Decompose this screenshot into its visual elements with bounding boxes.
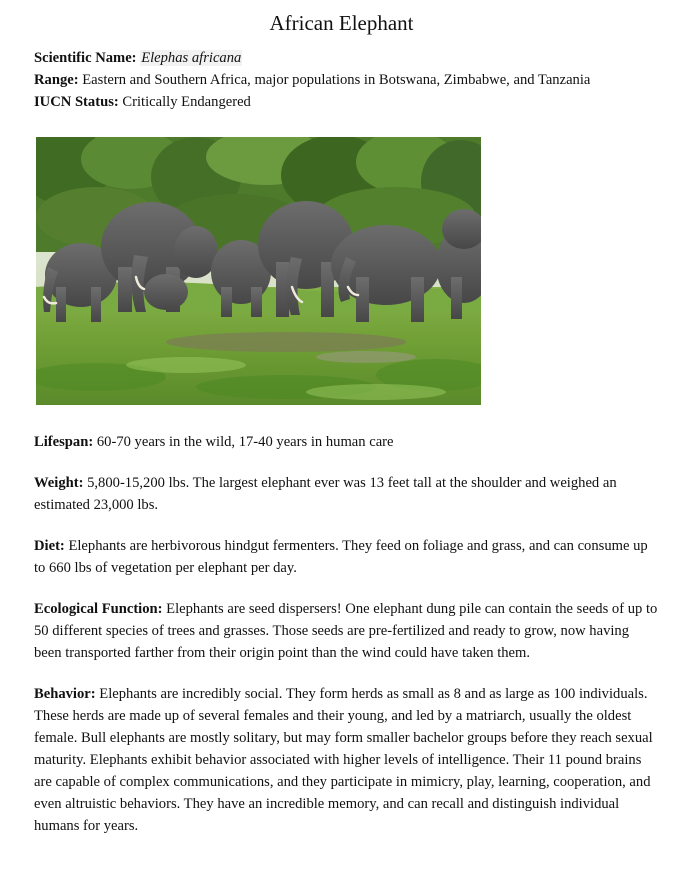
lifespan-value: 60-70 years in the wild, 17-40 years in human care	[96, 434, 394, 450]
iucn-status-line	[34, 91, 664, 113]
scientific-name-line	[34, 47, 664, 69]
weight-label: Weight:	[34, 475, 84, 491]
page-title: African Elephant	[269, 11, 414, 35]
weight-value: 5,800-15,200 lbs. The largest elephant ever was 13 feet tall at the shoulder and weighed an estimated 23,000 lbs.	[34, 475, 617, 513]
range-label: Range:	[34, 72, 79, 88]
diet-value: Elephants are herbivorous hindgut fermenters. They feed on foliage and grass, and can consume up to 660 lbs of vegetation per elephant per day.	[34, 538, 648, 576]
behavior-paragraph	[34, 683, 660, 837]
iucn-status-value: Critically Endangered	[122, 94, 251, 110]
weight-paragraph	[34, 472, 660, 516]
elephant-herd-photo	[36, 137, 481, 405]
lifespan-label: Lifespan:	[34, 434, 94, 450]
diet-label: Diet:	[34, 538, 65, 554]
diet-paragraph	[34, 535, 660, 579]
scientific-name-value: Elephas africana	[141, 50, 242, 66]
iucn-status-label: IUCN Status:	[34, 94, 119, 110]
ecological-function-label: Ecological Function:	[34, 601, 163, 617]
fact-header	[34, 47, 664, 113]
lifespan-paragraph	[34, 431, 660, 453]
behavior-label: Behavior:	[34, 686, 96, 702]
ecological-function-paragraph	[34, 598, 660, 664]
range-line	[34, 69, 664, 91]
behavior-value: Elephants are incredibly social. They form herds as small as 8 and as large as 100 individuals. These herds are made up of several females and their young, and led by a matriarch, usually the oldest female. Bull elephants are mostly solitary, but may form smaller bachelor groups before they reach sexual maturity. Elephants exhibit behavior associated with higher levels of intelligence. Their 11 pound brains are capable of complex communications, and they participate in mimicry, play, learning, cooperation, and even altruistic behaviors. They have an incredible memory, and can recall and distinguish individual humans for years.	[34, 686, 653, 834]
fact-body	[34, 431, 660, 856]
range-value: Eastern and Southern Africa, major populations in Botswana, Zimbabwe, and Tanzania	[82, 72, 591, 88]
scientific-name-label: Scientific Name:	[34, 50, 137, 66]
ecological-function-value: Elephants are seed dispersers! One elephant dung pile can contain the seeds of up to 50 different species of trees and grasses. Those seeds are pre-fertilized and ready to grow, now having been transported farther from their origin point than the wind could have taken them.	[34, 601, 658, 661]
